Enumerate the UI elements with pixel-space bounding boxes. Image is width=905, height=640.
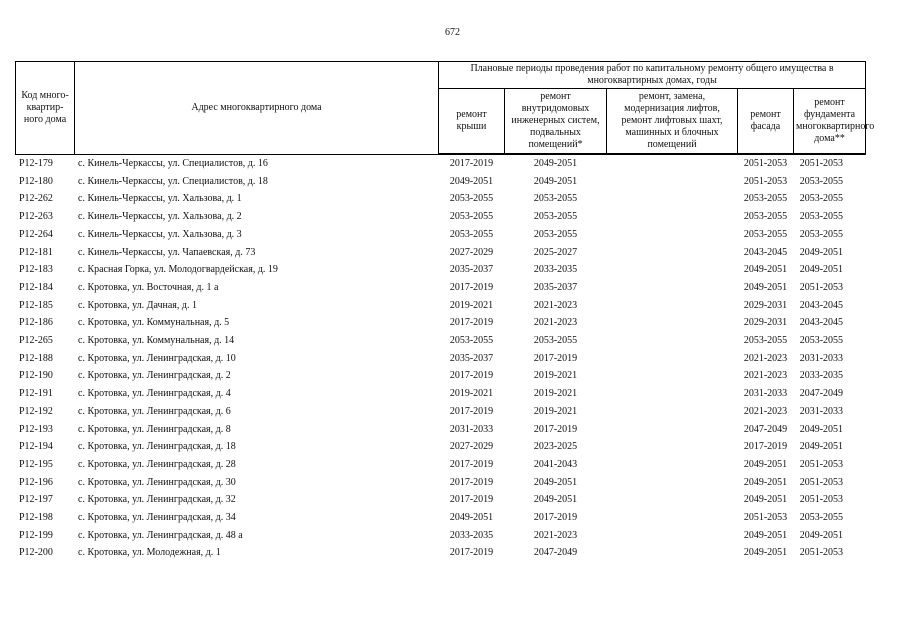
table-row — [16, 208, 866, 226]
cell-foundation: 2053-2055 — [799, 228, 844, 240]
cell-address: с. Кротовка, ул. Ленинградская, д. 18 — [78, 441, 236, 453]
cell-roof: 2053-2055 — [449, 335, 494, 347]
header-facade: ремонт фасада — [738, 89, 794, 155]
cell-address: с. Красная Горка, ул. Молодогвардейская, д. 19 — [78, 264, 278, 276]
cell-lifts — [607, 279, 738, 297]
cell-address: с. Кротовка, ул. Ленинградская, д. 30 — [78, 476, 236, 488]
cell-roof: 2017-2019 — [449, 370, 494, 382]
page-number: 672 — [445, 27, 460, 38]
cell-roof: 2053-2055 — [449, 193, 494, 205]
cell-systems: 2047-2049 — [533, 547, 578, 559]
cell-code: Р12-198 — [19, 512, 53, 524]
cell-roof: 2035-2037 — [449, 352, 494, 364]
table-row — [16, 226, 866, 244]
cell-systems: 2049-2051 — [533, 494, 578, 506]
cell-foundation: 2053-2055 — [799, 335, 844, 347]
cell-lifts — [607, 314, 738, 332]
cell-facade: 2051-2053 — [743, 158, 788, 169]
cell-address: с. Кинель-Черкассы, ул. Специалистов, д. 18 — [78, 175, 268, 187]
cell-lifts — [607, 421, 738, 439]
table-header — [16, 62, 875, 155]
cell-address: с. Кротовка, ул. Ленинградская, д. 32 — [78, 494, 236, 506]
cell-systems: 2053-2055 — [533, 193, 578, 205]
table-row — [16, 261, 866, 279]
cell-lifts — [607, 208, 738, 226]
cell-foundation: 2051-2053 — [799, 158, 844, 169]
table-row — [16, 403, 866, 421]
cell-foundation: 2043-2045 — [799, 317, 844, 329]
table-row — [16, 297, 866, 315]
cell-roof: 2033-2035 — [449, 529, 494, 541]
cell-lifts — [607, 438, 738, 456]
cell-facade: 2051-2053 — [743, 175, 788, 187]
cell-code: Р12-193 — [19, 423, 53, 435]
cell-facade: 2031-2033 — [743, 388, 788, 400]
table-row — [16, 350, 866, 368]
cell-roof: 2049-2051 — [449, 175, 494, 187]
cell-address: с. Кротовка, ул. Ленинградская, д. 4 — [78, 388, 231, 400]
cell-foundation: 2047-2049 — [799, 388, 844, 400]
cell-lifts — [607, 297, 738, 315]
cell-facade: 2029-2031 — [743, 317, 788, 329]
table-row — [16, 279, 866, 297]
cell-address: с. Кротовка, ул. Молодежная, д. 1 — [78, 547, 221, 559]
cell-address: с. Кротовка, ул. Коммунальная, д. 14 — [78, 335, 235, 347]
header-roof: ремонт крыши — [439, 89, 505, 155]
cell-lifts — [607, 226, 738, 244]
cell-code: Р12-194 — [19, 441, 53, 453]
cell-facade: 2049-2051 — [743, 458, 788, 470]
table-row — [16, 173, 866, 191]
cell-systems: 2019-2021 — [533, 405, 578, 417]
cell-systems: 2049-2051 — [533, 175, 578, 187]
cell-code: Р12-265 — [19, 335, 53, 347]
table-row — [16, 474, 866, 492]
cell-lifts — [607, 527, 738, 545]
table-row — [16, 332, 866, 350]
cell-facade: 2053-2055 — [743, 228, 788, 240]
cell-address: с. Кротовка, ул. Ленинградская, д. 28 — [78, 458, 236, 470]
cell-code: Р12-190 — [19, 370, 53, 382]
cell-lifts — [607, 173, 738, 191]
header-row-1 — [16, 62, 866, 89]
cell-code: Р12-196 — [19, 476, 53, 488]
cell-systems: 2021-2023 — [533, 529, 578, 541]
cell-systems: 2017-2019 — [533, 423, 578, 435]
cell-foundation: 2043-2045 — [799, 299, 844, 311]
cell-address: с. Кротовка, ул. Коммунальная, д. 5 — [78, 317, 230, 329]
cell-foundation: 2049-2051 — [799, 423, 844, 435]
cell-systems: 2053-2055 — [533, 228, 578, 240]
cell-lifts — [607, 474, 738, 492]
cell-facade: 2049-2051 — [743, 529, 788, 541]
cell-systems: 2023-2025 — [533, 441, 578, 453]
cell-lifts — [607, 261, 738, 279]
cell-lifts — [607, 544, 738, 562]
cell-foundation: 2049-2051 — [799, 529, 844, 541]
cell-address: с. Кротовка, ул. Дачная, д. 1 — [78, 299, 197, 311]
cell-foundation: 2051-2053 — [799, 547, 844, 559]
cell-code: Р12-179 — [19, 157, 53, 169]
cell-address: с. Кротовка, ул. Ленинградская, д. 8 — [78, 423, 231, 435]
cell-foundation: 2051-2053 — [799, 281, 844, 293]
cell-roof: 2053-2055 — [449, 228, 494, 240]
cell-address: с. Кротовка, ул. Ленинградская, д. 34 — [78, 512, 236, 524]
cell-foundation: 2049-2051 — [799, 441, 844, 453]
table-row — [16, 154, 866, 173]
cell-roof: 2017-2019 — [449, 547, 494, 559]
cell-code: Р12-195 — [19, 458, 53, 470]
cell-lifts — [607, 403, 738, 421]
cell-roof: 2019-2021 — [449, 299, 494, 311]
cell-facade: 2021-2023 — [743, 370, 788, 382]
cell-code: Р12-200 — [19, 547, 53, 559]
table-row — [16, 544, 866, 562]
cell-roof: 2031-2033 — [449, 423, 494, 435]
cell-code: Р12-181 — [19, 246, 53, 258]
table-row — [16, 456, 866, 474]
table-row — [16, 438, 866, 456]
cell-address: с. Кинель-Черкассы, ул. Специалистов, д. 16 — [78, 157, 268, 169]
cell-facade: 2047-2049 — [743, 423, 788, 435]
cell-systems: 2017-2019 — [533, 512, 578, 524]
table-row — [16, 190, 866, 208]
cell-code: Р12-263 — [19, 211, 53, 223]
header-systems: ремонт внутридомовых инженерных систем, подвальных помещений* — [505, 89, 607, 155]
cell-facade: 2049-2051 — [743, 547, 788, 559]
cell-facade: 2049-2051 — [743, 476, 788, 488]
cell-code: Р12-191 — [19, 388, 53, 400]
cell-roof: 2019-2021 — [449, 388, 494, 400]
cell-roof: 2017-2019 — [449, 458, 494, 470]
cell-roof: 2017-2019 — [449, 281, 494, 293]
cell-facade: 2043-2045 — [743, 246, 788, 258]
cell-foundation: 2051-2053 — [799, 458, 844, 470]
cell-code: Р12-183 — [19, 264, 53, 276]
cell-roof: 2049-2051 — [449, 512, 494, 524]
header-foundation: ремонт фундамента многоквартирного дома** — [794, 89, 866, 155]
table-row — [16, 385, 866, 403]
cell-facade: 2021-2023 — [743, 405, 788, 417]
header-group: Плановые периоды проведения работ по капитальному ремонту общего имущества в многоквартирных домах, годы — [439, 62, 866, 89]
cell-systems: 2049-2051 — [533, 158, 578, 169]
cell-address: с. Кинель-Черкассы, ул. Хальзова, д. 3 — [78, 228, 242, 240]
cell-lifts — [607, 244, 738, 262]
cell-facade: 2053-2055 — [743, 193, 788, 205]
cell-systems: 2021-2023 — [533, 317, 578, 329]
table-body — [16, 154, 866, 562]
cell-systems: 2049-2051 — [533, 476, 578, 488]
table-row — [16, 421, 866, 439]
cell-code: Р12-188 — [19, 352, 53, 364]
header-lifts: ремонт, замена, модернизация лифтов, ремонт лифтовых шахт, машинных и блочных помещений — [607, 89, 738, 155]
cell-foundation: 2033-2035 — [799, 370, 844, 382]
cell-lifts — [607, 385, 738, 403]
cell-systems: 2021-2023 — [533, 299, 578, 311]
cell-code: Р12-192 — [19, 405, 53, 417]
cell-code: Р12-185 — [19, 299, 53, 311]
cell-lifts — [607, 154, 738, 173]
cell-foundation: 2053-2055 — [799, 211, 844, 223]
cell-code: Р12-262 — [19, 193, 53, 205]
table-row — [16, 367, 866, 385]
cell-address: с. Кротовка, ул. Ленинградская, д. 48 а — [78, 529, 243, 541]
cell-foundation: 2031-2033 — [799, 405, 844, 417]
cell-lifts — [607, 332, 738, 350]
cell-systems: 2041-2043 — [533, 458, 578, 470]
table-row — [16, 509, 866, 527]
cell-facade: 2053-2055 — [743, 335, 788, 347]
cell-roof: 2053-2055 — [449, 211, 494, 223]
cell-systems: 2019-2021 — [533, 388, 578, 400]
header-address: Адрес многоквартирного дома — [75, 62, 439, 155]
cell-roof: 2017-2019 — [449, 494, 494, 506]
cell-address: с. Кинель-Черкассы, ул. Хальзова, д. 2 — [78, 211, 242, 223]
cell-facade: 2021-2023 — [743, 352, 788, 364]
cell-systems: 2053-2055 — [533, 211, 578, 223]
cell-lifts — [607, 350, 738, 368]
cell-foundation: 2053-2055 — [799, 175, 844, 187]
table-row — [16, 244, 866, 262]
cell-roof: 2027-2029 — [449, 441, 494, 453]
cell-roof: 2027-2029 — [449, 246, 494, 258]
cell-facade: 2049-2051 — [743, 281, 788, 293]
cell-foundation: 2049-2051 — [799, 246, 844, 258]
cell-roof: 2017-2019 — [449, 158, 494, 169]
cell-roof: 2017-2019 — [449, 476, 494, 488]
cell-systems: 2025-2027 — [533, 246, 578, 258]
cell-lifts — [607, 491, 738, 509]
cell-systems: 2035-2037 — [533, 281, 578, 293]
cell-systems: 2053-2055 — [533, 335, 578, 347]
header-code: Код много-квартир-ного дома — [16, 62, 75, 155]
repair-schedule-table — [15, 61, 875, 562]
cell-code: Р12-186 — [19, 317, 53, 329]
cell-foundation: 2049-2051 — [799, 264, 844, 276]
cell-foundation: 2051-2053 — [799, 476, 844, 488]
cell-facade: 2017-2019 — [743, 441, 788, 453]
cell-systems: 2033-2035 — [533, 264, 578, 276]
cell-lifts — [607, 190, 738, 208]
cell-address: с. Кротовка, ул. Ленинградская, д. 6 — [78, 405, 231, 417]
table-row — [16, 491, 866, 509]
cell-address: с. Кинель-Черкассы, ул. Чапаевская, д. 73 — [78, 246, 256, 258]
cell-facade: 2049-2051 — [743, 264, 788, 276]
cell-address: с. Кротовка, ул. Ленинградская, д. 2 — [78, 370, 231, 382]
cell-facade: 2051-2053 — [743, 512, 788, 524]
cell-roof: 2017-2019 — [449, 317, 494, 329]
cell-roof: 2017-2019 — [449, 405, 494, 417]
cell-address: с. Кротовка, ул. Восточная, д. 1 а — [78, 281, 219, 293]
cell-lifts — [607, 367, 738, 385]
cell-facade: 2053-2055 — [743, 211, 788, 223]
cell-code: Р12-264 — [19, 228, 53, 240]
table-row — [16, 314, 866, 332]
cell-lifts — [607, 456, 738, 474]
cell-code: Р12-180 — [19, 175, 53, 187]
cell-systems: 2019-2021 — [533, 370, 578, 382]
cell-code: Р12-197 — [19, 494, 53, 506]
cell-facade: 2029-2031 — [743, 299, 788, 311]
cell-code: Р12-184 — [19, 281, 53, 293]
cell-address: с. Кротовка, ул. Ленинградская, д. 10 — [78, 352, 236, 364]
cell-systems: 2017-2019 — [533, 352, 578, 364]
cell-foundation: 2051-2053 — [799, 494, 844, 506]
table-row — [16, 527, 866, 545]
cell-foundation: 2031-2033 — [799, 352, 844, 364]
cell-facade: 2049-2051 — [743, 494, 788, 506]
cell-foundation: 2053-2055 — [799, 512, 844, 524]
cell-code: Р12-199 — [19, 529, 53, 541]
cell-roof: 2035-2037 — [449, 264, 494, 276]
cell-foundation: 2053-2055 — [799, 193, 844, 205]
cell-lifts — [607, 509, 738, 527]
cell-address: с. Кинель-Черкассы, ул. Хальзова, д. 1 — [78, 193, 242, 205]
